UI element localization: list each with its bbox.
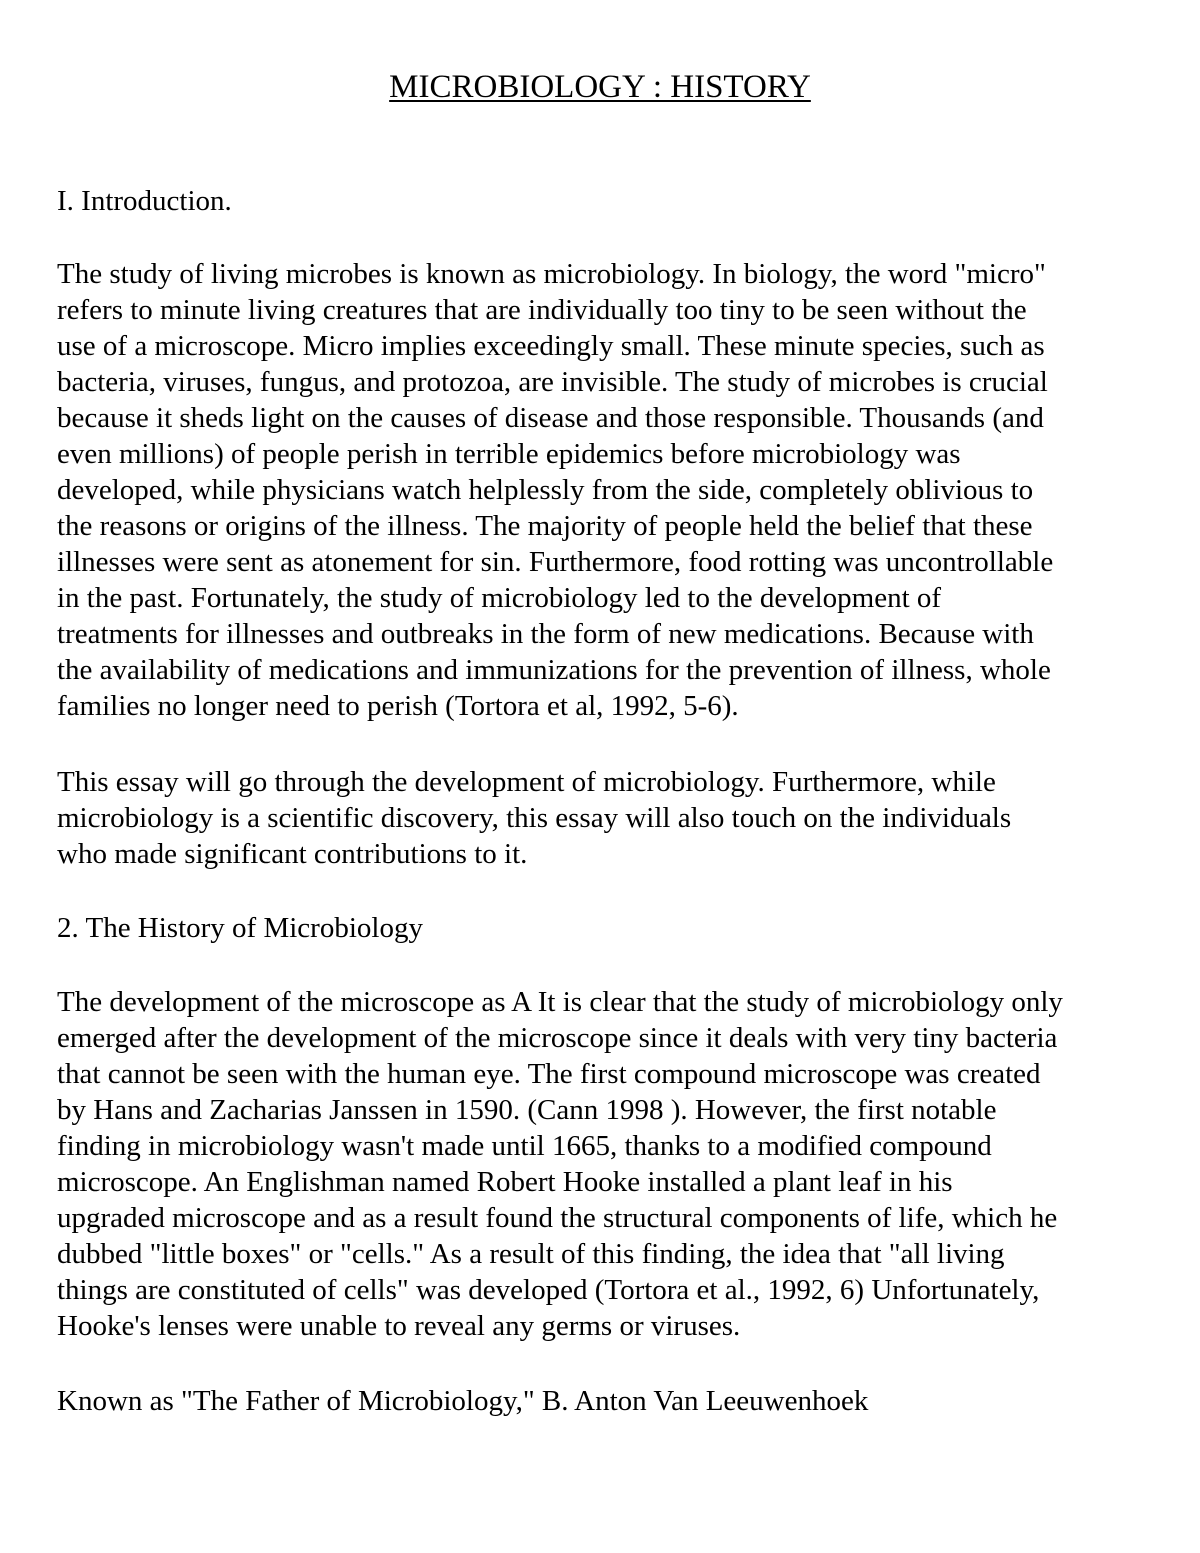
paragraph-line: refers to minute living creatures that are individually too tiny to be seen without the [57,294,1027,326]
paragraph-line: upgraded microscope and as a result found the structural components of life, which he [57,1202,1058,1234]
paragraph-line: because it sheds light on the causes of disease and those responsible. Thousands (and [57,402,1044,434]
paragraph-line: This essay will go through the development of microbiology. Furthermore, while [57,766,996,798]
paragraph-line: the availability of medications and immunizations for the prevention of illness, whole [57,654,1051,686]
paragraph-line: The development of the microscope as A It is clear that the study of microbiology only [57,986,1063,1018]
paragraph-line: treatments for illnesses and outbreaks in the form of new medications. Because with [57,618,1034,650]
paragraph-essay-overview [57,764,1157,872]
paragraph-line: bacteria, viruses, fungus, and protozoa, are invisible. The study of microbes is crucial [57,366,1048,398]
paragraph-line: Hooke's lenses were unable to reveal any germs or viruses. [57,1310,741,1342]
section-heading-history [57,910,1157,946]
paragraph-line: use of a microscope. Micro implies exceedingly small. These minute species, such as [57,330,1045,362]
paragraph-line: emerged after the development of the microscope since it deals with very tiny bacteria [57,1022,1058,1054]
heading-text: I. Introduction. [57,185,232,217]
closing-paragraph [57,1383,1157,1419]
paragraph-line: The study of living microbes is known as microbiology. In biology, the word "micro" [57,258,1046,290]
paragraph-line: that cannot be seen with the human eye. The first compound microscope was created [57,1058,1041,1090]
paragraph-introduction [57,256,1157,724]
paragraph-line: families no longer need to perish (Tortora et al, 1992, 5-6). [57,690,739,722]
paragraph-line: who made significant contributions to it. [57,838,528,870]
paragraph-line: even millions) of people perish in terrible epidemics before microbiology was [57,438,961,470]
heading-text: 2. The History of Microbiology [57,912,423,944]
paragraph-line: Known as "The Father of Microbiology," B. Anton Van Leeuwenhoek [57,1385,869,1417]
paragraph-history [57,984,1157,1344]
paragraph-line: microbiology is a scientific discovery, this essay will also touch on the individuals [57,802,1012,834]
section-heading-introduction [57,183,1157,219]
paragraph-line: the reasons or origins of the illness. The majority of people held the belief that these [57,510,1033,542]
paragraph-line: microscope. An Englishman named Robert Hooke installed a plant leaf in his [57,1166,953,1198]
page-title: MICROBIOLOGY : HISTORY [389,69,811,105]
paragraph-line: by Hans and Zacharias Janssen in 1590. (Cann 1998 ). However, the first notable [57,1094,997,1126]
paragraph-line: things are constituted of cells" was developed (Tortora et al., 1992, 6) Unfortunately, [57,1274,1040,1306]
paragraph-line: finding in microbiology wasn't made until 1665, thanks to a modified compound [57,1130,992,1162]
paragraph-line: dubbed "little boxes" or "cells." As a result of this finding, the idea that "all living [57,1238,1005,1270]
paragraph-line: in the past. Fortunately, the study of microbiology led to the development of [57,582,942,614]
paragraph-line: developed, while physicians watch helplessly from the side, completely oblivious to [57,474,1034,506]
paragraph-line: illnesses were sent as atonement for sin. Furthermore, food rotting was uncontrollable [57,546,1054,578]
